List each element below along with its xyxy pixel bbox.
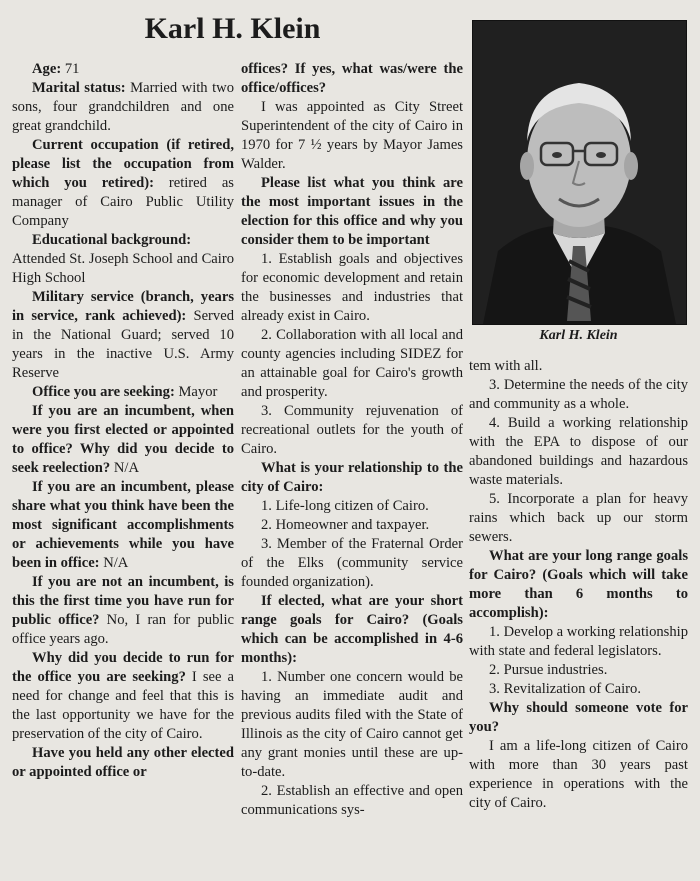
- long-goal-item: 1. Develop a working relationship with state and federal legislators.: [469, 624, 688, 659]
- qa-why-run: Why did you decide to run for the office you are seeking? I see a need for change and feel that this is the last opportunity we have for the preservation of the city of Cairo.: [12, 650, 234, 742]
- article-column-3: [469, 357, 688, 813]
- issue-item: 2. Collaboration with all local and county agencies including SIDEZ for an attainable goal for Cairo's growth and prosperity.: [241, 327, 463, 400]
- photo-caption: Karl H. Klein: [539, 328, 618, 343]
- short-goal-item: 5. Incorporate a plan for heavy rains which back up our storm sewers.: [469, 491, 688, 545]
- short-goal-item: 3. Determine the needs of the city and community as a whole.: [469, 377, 688, 412]
- qa-age: Age: 71: [32, 61, 80, 77]
- question-long-range-goals: What are your long range goals for Cairo? (Goals which will take more than 6 months to accomplish):: [469, 548, 688, 621]
- qa-first-run: If you are not an incumbent, is this the first time you have run for public office? No, I ran for public office years ago.: [12, 574, 234, 647]
- relationship-item: 1. Life-long citizen of Cairo.: [261, 498, 429, 514]
- issue-item: 1. Establish goals and objectives for economic development and retain the businesses and industries that already exist in Cairo.: [241, 251, 463, 324]
- short-goal-item: 2. Establish an effective and open communications sys-: [241, 783, 463, 818]
- answer-other-office: I was appointed as City Street Superintendent of the city of Cairo in 1970 for 7 ½ years by Mayor James Walder.: [241, 99, 463, 172]
- long-goal-item: 2. Pursue industries.: [489, 662, 608, 678]
- article-column-1: [12, 60, 234, 782]
- qa-other-office-cont: offices? If yes, what was/were the office/offices?: [241, 61, 463, 96]
- qa-education: Educational background: Attended St. Joseph School and Cairo High School: [12, 232, 234, 286]
- qa-office-seeking: Office you are seeking: Mayor: [32, 384, 218, 400]
- article-column-2: [241, 60, 463, 820]
- qa-current-occupation: Current occupation (if retired, please list the occupation from which you retired): retired as manager of Cairo Public Utility Company: [12, 137, 234, 229]
- question-issues: Please list what you think are the most important issues in the election for this office and why you consider them to be important: [241, 175, 463, 248]
- issue-item: 3. Community rejuvenation of recreational outlets for the youth of Cairo.: [241, 403, 463, 457]
- short-goal-item: 1. Number one concern would be having an immediate audit and previous audits filed with the State of Illinois as the city of Cairo cannot get any grant monies until these are up-to-date.: [241, 669, 463, 780]
- portrait-image: [473, 21, 686, 324]
- qa-incumbent-accomplishments: If you are an incumbent, please share what you think have been the most significant accomplishments or achievements while you have been in office: N/A: [12, 479, 234, 571]
- qa-incumbent-reelection: If you are an incumbent, when were you first elected or appointed to office? Why did you decide to seek reelection? N/A: [12, 403, 234, 476]
- article-headline: Karl H. Klein: [144, 12, 321, 45]
- answer-why-vote: I am a life-long citizen of Cairo with more than 30 years past experience in operations with the city of Cairo.: [469, 738, 688, 811]
- relationship-item: 3. Member of the Fraternal Order of the Elks (community service founded organization).: [241, 536, 463, 590]
- long-goal-item: 3. Revitalization of Cairo.: [489, 681, 641, 697]
- candidate-portrait: [472, 20, 687, 325]
- qa-other-office-question: Have you held any other elected or appointed office or: [12, 745, 234, 780]
- question-relationship: What is your relationship to the city of Cairo:: [241, 460, 463, 495]
- short-goal-cont: tem with all.: [469, 358, 543, 374]
- question-short-range-goals: If elected, what are your short range goals for Cairo? (Goals which can be accomplished in 4-6 months):: [241, 593, 463, 666]
- short-goal-item: 4. Build a working relationship with the EPA to dispose of our abandoned buildings and hazardous waste materials.: [469, 415, 688, 488]
- qa-marital-status: Marital status: Married with two sons, four grandchildren and one great grandchild.: [12, 80, 234, 134]
- question-why-vote: Why should someone vote for you?: [469, 700, 688, 735]
- relationship-item: 2. Homeowner and taxpayer.: [261, 517, 430, 533]
- qa-military-service: Military service (branch, years in service, rank achieved): Served in the National Guard; served 10 years in the inactive U.S. Army Reserve: [12, 289, 234, 381]
